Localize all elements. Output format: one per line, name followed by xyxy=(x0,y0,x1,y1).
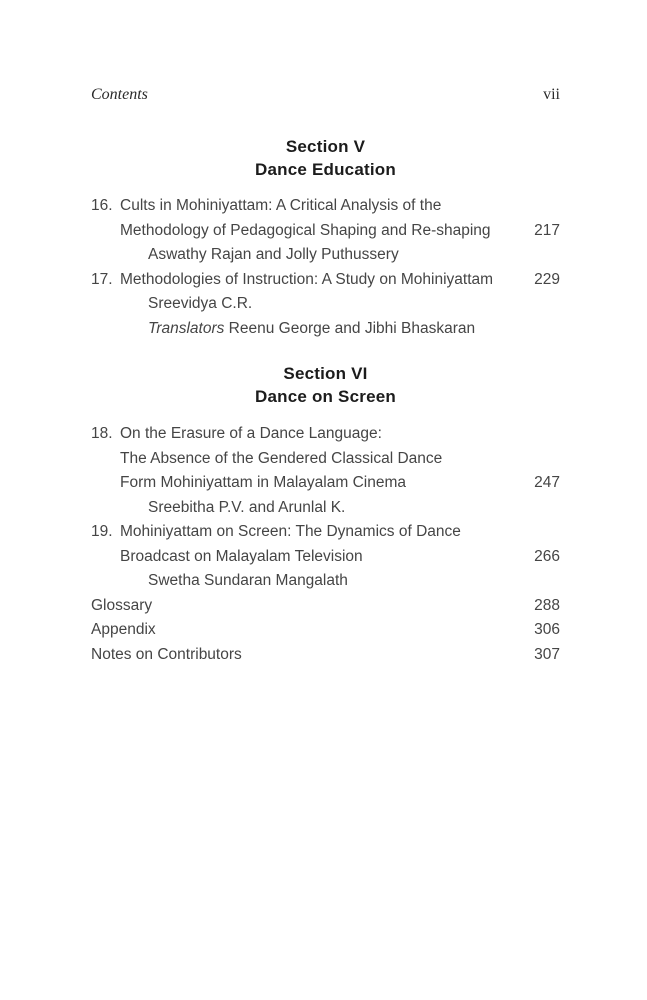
toc-entry-17-translators xyxy=(91,317,560,342)
page-number-folio: vii xyxy=(543,86,560,103)
entry-title-line: Form Mohiniyattam in Malayalam Cinema xyxy=(120,474,406,491)
entry-page-number: 266 xyxy=(534,547,560,565)
entry-page-number: 247 xyxy=(534,474,560,491)
running-header-title: Contents xyxy=(91,86,148,103)
entry-author-line: Aswathy Rajan and Jolly Puthussery xyxy=(148,246,399,263)
back-matter-appendix xyxy=(91,618,560,643)
toc-entry-17-authors xyxy=(91,292,560,317)
toc-entry-18-line-1 xyxy=(91,422,560,447)
entry-title-line: Methodology of Pedagogical Shaping and Re-shaping xyxy=(120,221,491,239)
toc-entry-17-line-1 xyxy=(91,268,560,293)
back-matter-label: Glossary xyxy=(91,596,153,614)
section-title: Section VI xyxy=(283,364,368,383)
entry-number: 16. xyxy=(91,197,113,214)
back-matter-label: Notes on Contributors xyxy=(91,645,242,663)
back-matter-notes-on-contributors xyxy=(91,643,560,668)
section-subtitle: Dance Education xyxy=(255,160,396,179)
back-matter-page-number: 306 xyxy=(534,621,560,638)
entry-number: 19. xyxy=(91,523,113,540)
toc-entry-16-line-1 xyxy=(91,194,560,219)
toc-entry-19-line-1 xyxy=(91,520,560,545)
back-matter-label: Appendix xyxy=(91,621,156,638)
entry-page-number: 217 xyxy=(534,221,560,239)
toc-entry-18-line-3 xyxy=(91,471,560,496)
back-matter-page-number: 307 xyxy=(534,645,560,663)
back-matter-glossary xyxy=(91,594,560,619)
entry-author-line: Sreevidya C.R. xyxy=(148,295,253,312)
entry-author-line: Sreebitha P.V. and Arunlal K. xyxy=(148,498,346,516)
entry-title-line: Methodologies of Instruction: A Study on Mohiniyattam xyxy=(120,270,494,288)
entry-translator-line xyxy=(148,317,475,342)
toc-entry-18-line-2 xyxy=(91,447,560,472)
translators-label: Translators xyxy=(148,319,225,337)
toc-entry-18-authors xyxy=(91,496,560,521)
entry-number: 17. xyxy=(91,270,113,288)
entry-number: 18. xyxy=(91,425,113,442)
entry-title-line: Mohiniyattam on Screen: The Dynamics of Dance xyxy=(120,523,461,540)
section-subtitle: Dance on Screen xyxy=(255,387,396,406)
toc-entry-16-authors xyxy=(91,243,560,268)
toc-entry-16-line-2 xyxy=(91,219,560,244)
running-header xyxy=(91,86,560,104)
toc-entry-19-authors xyxy=(91,569,560,594)
entry-title-line: Broadcast on Malayalam Television xyxy=(120,547,363,565)
entry-title-line: The Absence of the Gendered Classical Dance xyxy=(120,449,443,467)
section-heading-v xyxy=(91,135,560,181)
toc-entry-19-line-2 xyxy=(91,545,560,570)
section-heading-vi xyxy=(91,362,560,408)
translator-names: Reenu George and Jibhi Bhaskaran xyxy=(224,319,476,337)
entry-page-number: 229 xyxy=(534,270,560,288)
toc-list xyxy=(91,194,560,341)
back-matter-page-number: 288 xyxy=(534,596,560,614)
toc-list xyxy=(91,422,560,667)
entry-title-line: Cults in Mohiniyattam: A Critical Analysis of the xyxy=(120,197,442,214)
section-title: Section V xyxy=(285,137,366,156)
entry-author-line: Swetha Sundaran Mangalath xyxy=(148,572,348,589)
entry-title-line: On the Erasure of a Dance Language: xyxy=(120,425,382,442)
